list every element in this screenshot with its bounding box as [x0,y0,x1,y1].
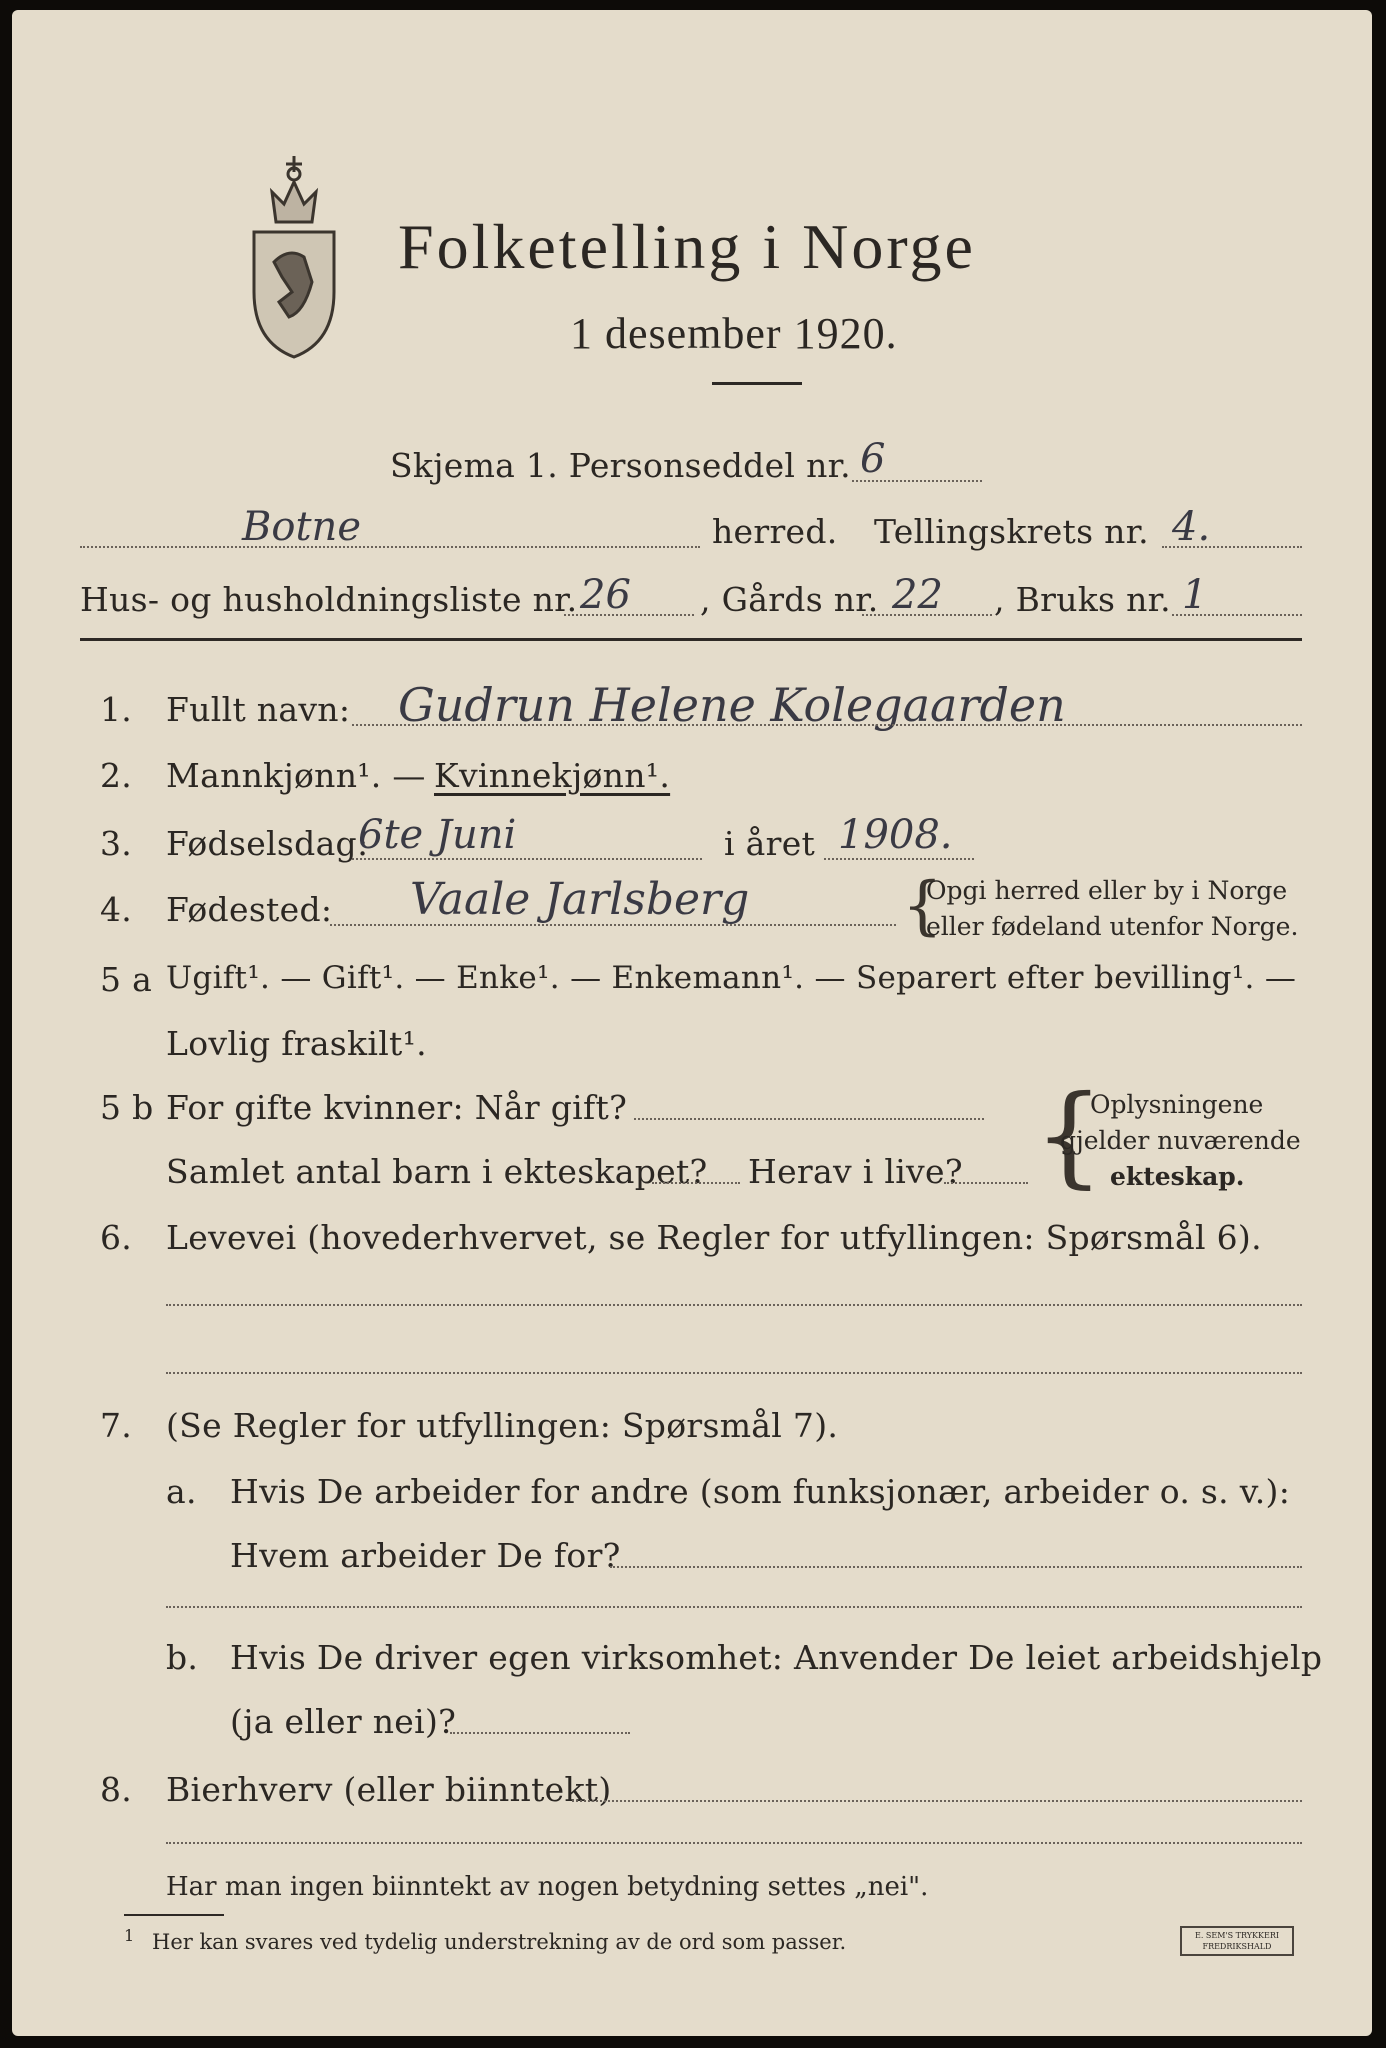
husliste-label: Hus- og husholdningsliste nr. [80,580,578,619]
footnote-text: Her kan svares ved tydelig understrekning av de ord som passer. [152,1930,847,1954]
birthplace-note-1: Opgi herred eller by i Norge [926,876,1288,905]
bruks-label: , Bruks nr. [994,580,1171,619]
coat-of-arms-icon [234,152,354,366]
married-when-label: For gifte kvinner: Når gift? [166,1088,628,1127]
side-income-line-2 [166,1842,1302,1844]
tellingskrets-label: Tellingskrets nr. [874,512,1149,551]
form-title: Folketelling i Norge [398,211,976,282]
civil-status-divorced: Lovlig fraskilt¹. [166,1024,427,1063]
q3-label: Fødselsdag: [166,824,369,863]
q5b-number: 5 b [100,1088,154,1127]
q7a-letter: a. [166,1472,197,1511]
printer-stamp: E. SEM'S TRYKKERI FREDRIKSHALD [1180,1926,1294,1956]
birthday-value: 6te Juni [358,812,517,858]
gender-male-option: Mannkjønn¹. — [166,756,426,795]
employer-line-2 [166,1606,1302,1608]
q4-number: 4. [100,890,133,929]
footer-rule [124,1914,224,1916]
footnote-mark: 1 [124,1926,135,1945]
employer-label: Hvem arbeider De for? [230,1536,621,1575]
full-name-value: Gudrun Helene Kolegaarden [398,678,1066,732]
married-when-line [634,1118,984,1120]
gards-line [862,614,992,616]
children-count-line [652,1182,740,1184]
bruks-line [1172,614,1302,616]
q5a-number: 5 a [100,960,153,999]
full-name-line [352,724,1302,726]
tellingskrets-value: 4. [1172,504,1211,550]
children-alive-label: Herav i live? [748,1152,963,1191]
census-form [12,10,1372,2036]
q7-number: 7. [100,1406,133,1445]
marriage-note-1: Oplysningene [1090,1090,1264,1119]
schema-label: Skjema 1. Personseddel nr. [390,446,851,485]
hired-help-label: (ja eller nei)? [230,1702,457,1741]
census-date: 1 desember 1920. [570,309,898,358]
personseddel-nr-value: 6 [860,436,886,482]
brace-icon-2: { [1034,1071,1104,1199]
marriage-note-3: ekteskap. [1110,1162,1245,1191]
gender-female-option: Kvinnekjønn¹. [434,756,671,795]
civil-status-options: Ugift¹. — Gift¹. — Enke¹. — Enkemann¹. — Separert efter bevilling¹. — [166,960,1297,996]
occupation-label: Levevei (hovederhvervet, se Regler for utfyllingen: Spørsmål 6). [166,1218,1262,1257]
side-income-note: Har man ingen biinntekt av nogen betydning settes „nei". [166,1872,929,1902]
q7-label: (Se Regler for utfyllingen: Spørsmål 7). [166,1406,839,1445]
own-business-question: Hvis De driver egen virksomhet: Anvender De leiet arbeidshjelp [230,1638,1323,1677]
employer-question: Hvis De arbeider for andre (som funksjonær, arbeider o. s. v.): [230,1472,1291,1511]
birthday-line [352,858,702,860]
q8-number: 8. [100,1770,133,1809]
q1-label: Fullt navn: [166,690,351,729]
employer-line [610,1566,1302,1568]
birth-year-value: 1908. [838,812,953,858]
q3-number: 3. [100,824,133,863]
title-divider [712,382,802,385]
gards-value: 22 [892,572,943,618]
children-count-label: Samlet antal barn i ekteskapet? [166,1152,708,1191]
side-income-label: Bierhverv (eller biinntekt) [166,1770,612,1809]
husliste-value: 26 [580,572,631,618]
marriage-note-2: gjelder nuværende [1060,1126,1301,1155]
q1-number: 1. [100,690,133,729]
tellingskrets-line [1162,546,1302,548]
q2-number: 2. [100,756,133,795]
husliste-line [564,614,694,616]
header-rule [80,638,1302,641]
herred-label: herred. [712,512,838,551]
herred-value: Botne [242,504,361,550]
birthplace-note-2: eller fødeland utenfor Norge. [926,912,1299,941]
q6-number: 6. [100,1218,133,1257]
occupation-line-2 [166,1372,1302,1374]
birth-year-line [824,858,974,860]
children-alive-line [944,1182,1028,1184]
occupation-line-1 [166,1304,1302,1306]
bruks-value: 1 [1182,572,1208,618]
brace-icon: { [902,869,943,943]
personseddel-nr-line [852,480,982,482]
birthplace-value: Vaale Jarlsberg [410,874,750,925]
hired-help-line [450,1732,630,1734]
birth-year-label: i året [724,824,816,863]
q4-label: Fødested: [166,890,333,929]
herred-line [80,546,700,548]
birthplace-line [330,924,896,926]
q7b-letter: b. [166,1638,199,1677]
gards-label: , Gårds nr. [700,580,879,619]
side-income-line [572,1800,1302,1802]
